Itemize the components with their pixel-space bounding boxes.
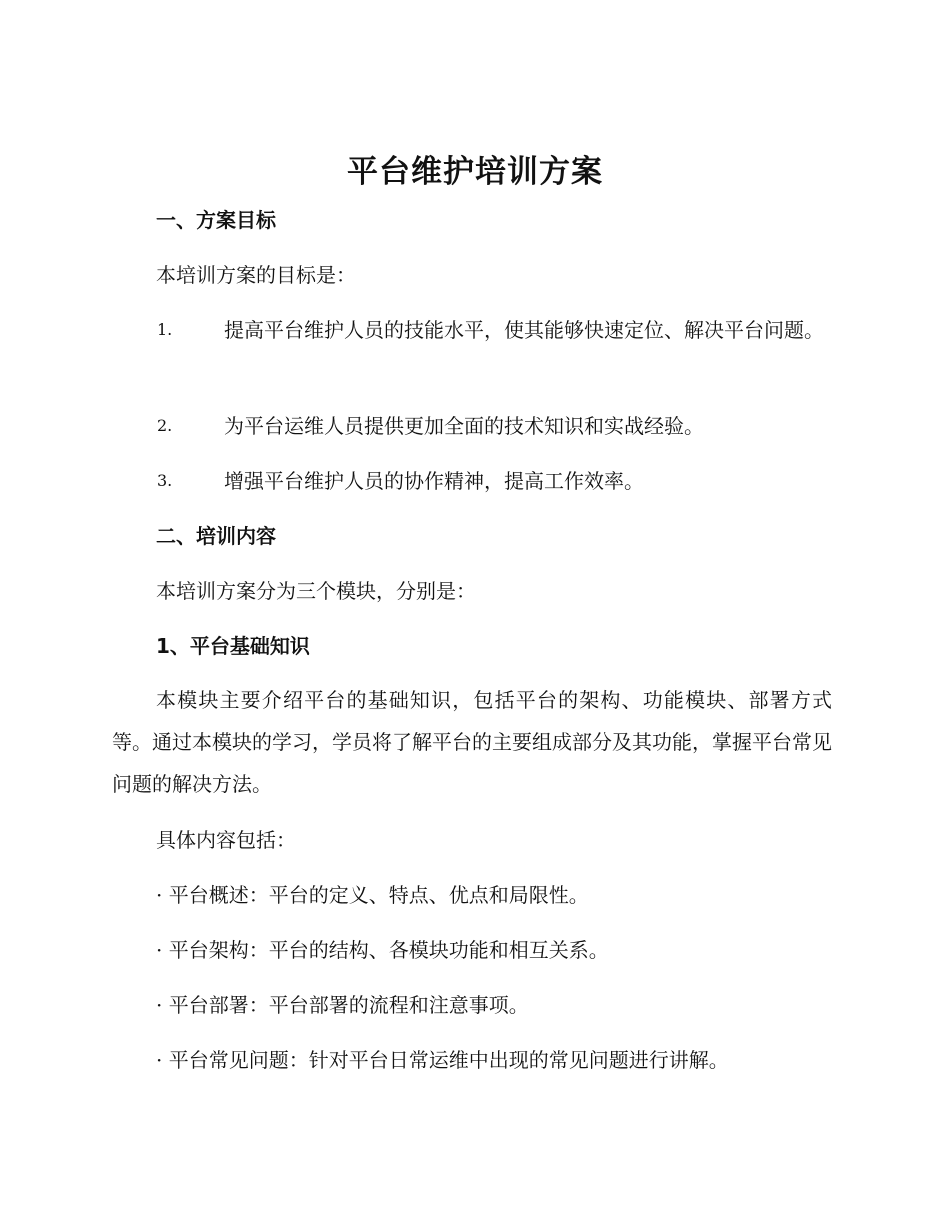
list-item: · 平台常见问题：针对平台日常运维中出现的常见问题进行讲解。 xyxy=(156,1048,729,1072)
goal-number: 2. xyxy=(157,416,173,435)
list-item: · 平台架构：平台的结构、各模块功能和相互关系。 xyxy=(156,938,609,962)
section-heading-content: 二、培训内容 xyxy=(156,524,276,548)
list-item: · 平台部署：平台部署的流程和注意事项。 xyxy=(156,993,529,1017)
list-item: · 平台概述：平台的定义、特点、优点和局限性。 xyxy=(156,883,589,907)
goal-item-1 xyxy=(112,309,832,351)
document-title: 平台维护培训方案 xyxy=(347,154,603,190)
goal-number: 1. xyxy=(157,320,173,339)
contents-intro: 具体内容包括： xyxy=(156,828,296,852)
goal-number: 3. xyxy=(157,471,173,490)
goal-text: 为平台运维人员提供更加全面的技术知识和实战经验。 xyxy=(224,414,704,438)
section-heading-goals: 一、方案目标 xyxy=(156,208,276,232)
module-description: 本模块主要介绍平台的基础知识，包括平台的架构、功能模块、部署方式等。通过本模块的学习，学员将了解平台的主要组成部分及其功能，掌握平台常见问题的解决方法。 xyxy=(112,688,832,796)
content-intro: 本培训方案分为三个模块，分别是： xyxy=(156,579,476,603)
goals-intro: 本培训方案的目标是： xyxy=(156,263,356,287)
goal-item-3 xyxy=(112,460,832,502)
goal-text: 增强平台维护人员的协作精神，提高工作效率。 xyxy=(224,469,644,493)
goal-item-2 xyxy=(112,405,832,447)
goal-text: 提高平台维护人员的技能水平，使其能够快速定位、解决平台问题。 xyxy=(224,318,824,342)
module-heading-basics: 1、平台基础知识 xyxy=(156,634,310,658)
